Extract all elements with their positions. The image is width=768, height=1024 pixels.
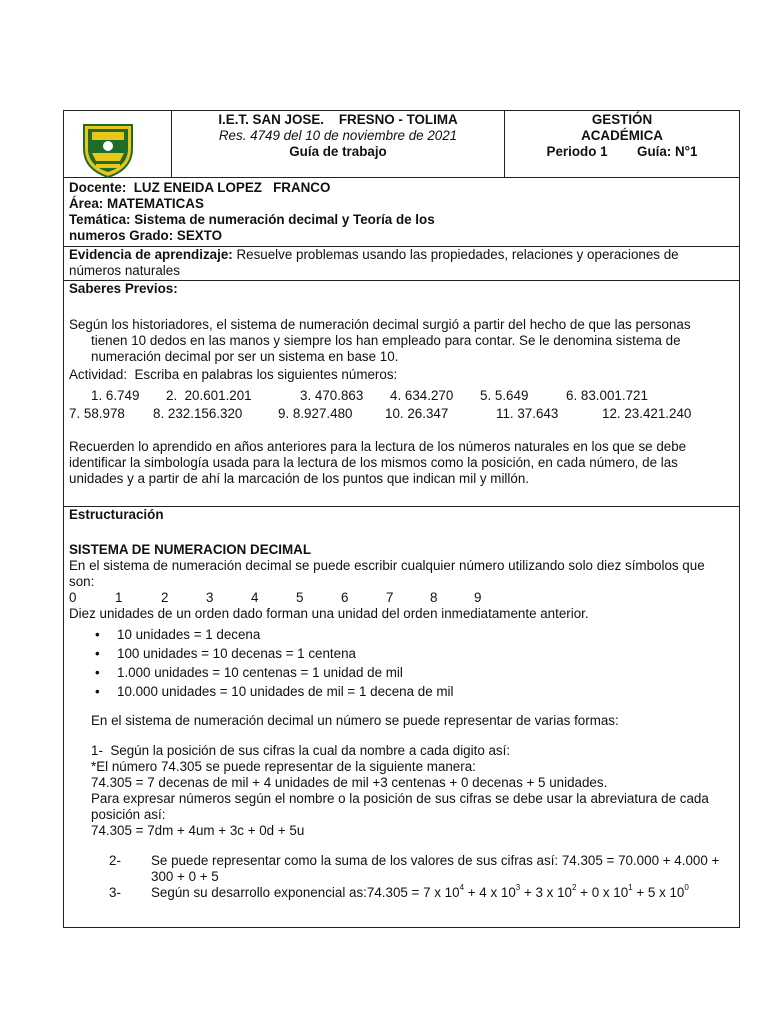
decimal-system-heading: SISTEMA DE NUMERACION DECIMAL (69, 542, 312, 557)
form-1-line-4: posición así: (91, 807, 166, 822)
form-3-number: 3- (109, 885, 121, 900)
digit: 5 (296, 590, 304, 605)
info-row (64, 178, 739, 247)
form-1-line-2: 74.305 = 7 decenas de mil + 4 unidades de mil +3 centenas + 0 decenas + 5 unidades. (91, 775, 608, 790)
guide-number: Guía: N°1 (637, 144, 698, 159)
numbers-row-1 (69, 385, 739, 404)
number-item: 2. 20.601.201 (166, 388, 252, 403)
header-row (64, 111, 739, 178)
bullet: • (95, 627, 100, 642)
number-item: 9. 8.927.480 (278, 406, 353, 421)
prior-knowledge-row (64, 281, 739, 507)
form-1-line-5: 74.305 = 7dm + 4um + 3c + 0d + 5u (91, 823, 305, 838)
number-item: 1. 6.749 (91, 388, 140, 403)
number-item: 6. 83.001.721 (566, 388, 648, 403)
form-2-number: 2- (109, 853, 121, 868)
bullet: • (95, 684, 100, 699)
number-item: 5. 5.649 (480, 388, 529, 403)
number-item: 8. 232.156.320 (153, 406, 243, 421)
symbols-line-2: son: (69, 574, 95, 589)
gestion-label: GESTIÓN (591, 112, 653, 127)
period-label: Periodo 1 (546, 144, 608, 159)
evidence-line-2: números naturales (69, 263, 180, 278)
number-item: 11. 37.643 (496, 406, 559, 421)
recall-line-3: unidades y a partir de ahí la marcación de los puntos que indican mil y millón. (69, 471, 529, 486)
list-item: • 10 unidades = 1 decena (95, 627, 261, 642)
evidence-line-1 (69, 247, 739, 263)
form-2-line-2: 300 + 0 + 5 (151, 869, 219, 884)
digit: 3 (206, 590, 214, 605)
subject-area: Área: MATEMATICAS (69, 196, 204, 211)
digit: 2 (161, 590, 169, 605)
list-item: • 1.000 unidades = 10 centenas = 1 unidad de mil (95, 665, 403, 680)
work-guide-document (63, 110, 740, 928)
logo-cell (64, 111, 172, 177)
form-1-line-1: *El número 74.305 se puede representar de la siguiente manera: (91, 759, 476, 774)
digit: 9 (474, 590, 482, 605)
unit-equivalences-list (69, 625, 739, 701)
topic-line-1: Temática: Sistema de numeración decimal y Teoría de los (69, 212, 435, 227)
intro-line-1: Según los historiadores, el sistema de numeración decimal surgió a partir del hecho de que las personas (69, 317, 691, 332)
forms-intro: En el sistema de numeración decimal un número se puede representar de varias formas: (91, 713, 619, 728)
topic-line-2: numeros Grado: SEXTO (69, 228, 223, 243)
prior-knowledge-title: Saberes Previos: (69, 281, 178, 296)
digit: 0 (69, 590, 77, 605)
evidence-row (64, 247, 739, 281)
intro-line-2: tienen 10 dedos en las manos y siempre los han empleado para contar. Se le denomina sistema de (91, 333, 681, 348)
intro-line-3: numeración decimal por ser un sistema en base 10. (91, 349, 399, 364)
number-item: 4. 634.270 (390, 388, 454, 403)
digit: 6 (341, 590, 349, 605)
teacher: Docente: LUZ ENEIDA LOPEZ FRANCO (69, 180, 331, 195)
bullet: • (95, 665, 100, 680)
number-item: 10. 26.347 (385, 406, 449, 421)
form-3-line: Según su desarrollo exponencial as:74.305 = 7 x $10^4 + 4$ x $10^3 + 3$ x $10^2 + 0$ x $10^1 + 5$ x $10^0$ (151, 883, 689, 900)
form-3 (69, 885, 739, 901)
form-1-line-3: Para expresar números según el nombre o la posición de sus cifras se debe usar la abreviatura de cada (91, 791, 709, 806)
academica-label: ACADÉMICA (581, 128, 663, 143)
form-1-title: 1- Según la posición de sus cifras la cual da nombre a cada digito así: (91, 743, 511, 758)
recall-line-1: Recuerden lo aprendido en años anteriores para la lectura de los números naturales en los que se debe (69, 439, 687, 454)
numbers-row-2 (69, 404, 739, 423)
symbols-line-1: En el sistema de numeración decimal se puede escribir cualquier número utilizando solo diez símbolos que (69, 558, 705, 573)
units-rule: Diez unidades de un orden dado forman una unidad del orden inmediatamente anterior. (69, 606, 589, 621)
list-item: • 10.000 unidades = 10 unidades de mil = 1 decena de mil (95, 684, 454, 699)
digit: 8 (430, 590, 438, 605)
number-item: 12. 23.421.240 (602, 406, 692, 421)
digit: 4 (251, 590, 259, 605)
digits-row (69, 590, 739, 606)
resolution: Res. 4749 del 10 de noviembre de 2021 (218, 128, 458, 143)
form-2 (69, 853, 739, 885)
institution-cell (172, 111, 505, 177)
school-shield-logo (78, 119, 138, 179)
list-item: • 100 unidades = 10 decenas = 1 centena (95, 646, 356, 661)
structuring-section (64, 507, 739, 927)
school-name: I.E.T. SAN JOSE. FRESNO - TOLIMA (218, 112, 458, 127)
digit: 1 (115, 590, 123, 605)
document-type: Guía de trabajo (289, 144, 387, 159)
period-guide (505, 144, 739, 160)
number-item: 3. 470.863 (300, 388, 364, 403)
digit: 7 (386, 590, 394, 605)
activity-instruction: Actividad: Escriba en palabras los siguientes números: (69, 367, 398, 382)
number-item: 7. 58.978 (69, 406, 125, 421)
recall-line-2: identificar la simbología usada para la lectura de los mismos como la posición, en cada número, de las (69, 455, 678, 470)
bullet: • (95, 646, 100, 661)
management-cell (505, 111, 739, 177)
structuring-title: Estructuración (69, 507, 164, 522)
form-2-line-1: Se puede representar como la suma de los valores de sus cifras así: 74.305 = 70.000 + 4.000 + (151, 853, 720, 868)
evidence-label: Evidencia de aprendizaje: (69, 247, 233, 262)
evidence-text: Resuelve problemas usando las propiedades, relaciones y operaciones de (232, 247, 679, 262)
